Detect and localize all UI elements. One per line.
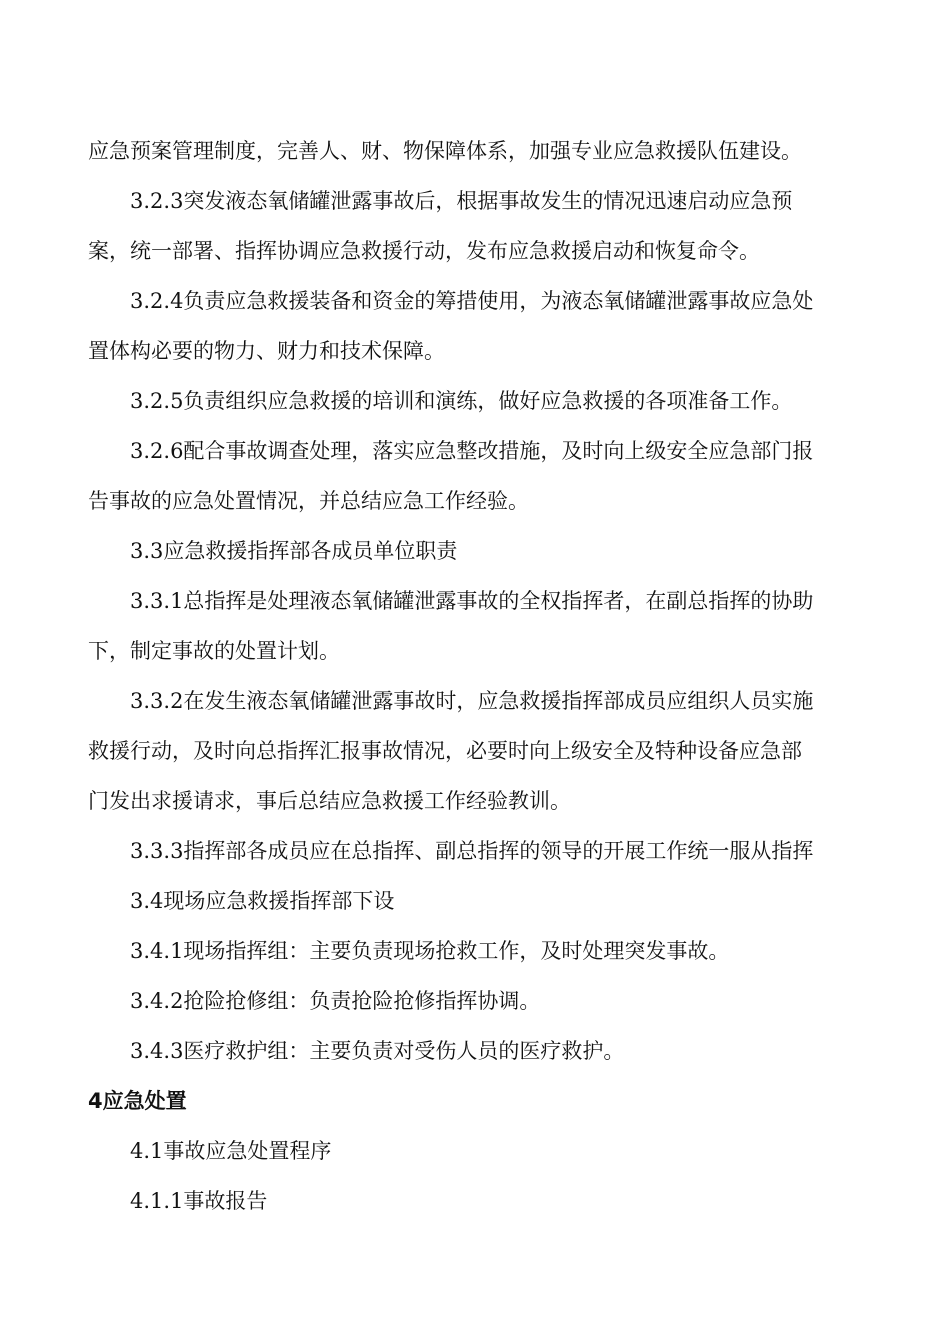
paragraph-line: 3.3.1总指挥是处理液态氧储罐泄露事故的全权指挥者，在副总指挥的协助 — [130, 589, 814, 613]
paragraph-line: 3.4.2抢险抢修组：负责抢险抢修指挥协调。 — [130, 989, 541, 1013]
paragraph-line: 3.3.3指挥部各成员应在总指挥、副总指挥的领导的开展工作统一服从指挥 — [130, 839, 814, 863]
paragraph-line: 应急预案管理制度，完善人、财、物保障体系，加强专业应急救援队伍建设。 — [88, 139, 802, 163]
section-heading-3-4: 3.4现场应急救援指挥部下设 — [130, 889, 395, 913]
paragraph-line: 3.2.6配合事故调查处理，落实应急整改措施，及时向上级安全应急部门报 — [130, 439, 814, 463]
section-heading-4-1: 4.1事故应急处置程序 — [130, 1139, 332, 1163]
paragraph-line: 3.4.3医疗救护组：主要负责对受伤人员的医疗救护。 — [130, 1039, 625, 1063]
paragraph-line: 3.4.1现场指挥组：主要负责现场抢救工作，及时处理突发事故。 — [130, 939, 730, 963]
paragraph-line: 救援行动，及时向总指挥汇报事故情况，必要时向上级安全及特种设备应急部 — [88, 739, 802, 763]
paragraph-line: 下，制定事故的处置计划。 — [88, 639, 340, 663]
paragraph-line: 3.3.2在发生液态氧储罐泄露事故时，应急救援指挥部成员应组织人员实施 — [130, 689, 814, 713]
paragraph-line: 案，统一部署、指挥协调应急救援行动，发布应急救援启动和恢复命令。 — [88, 239, 760, 263]
paragraph-line: 3.2.3突发液态氧储罐泄露事故后，根据事故发生的情况迅速启动应急预 — [130, 189, 793, 213]
paragraph-line: 告事故的应急处置情况，并总结应急工作经验。 — [88, 489, 529, 513]
section-heading-4: 4应急处置 — [88, 1089, 187, 1113]
paragraph-line: 3.2.5负责组织应急救援的培训和演练，做好应急救援的各项准备工作。 — [130, 389, 793, 413]
paragraph-line: 门发出求援请求，事后总结应急救援工作经验教训。 — [88, 789, 571, 813]
section-heading-3-3: 3.3应急救援指挥部各成员单位职责 — [130, 539, 458, 563]
paragraph-line: 3.2.4负责应急救援装备和资金的筹措使用，为液态氧储罐泄露事故应急处 — [130, 289, 814, 313]
section-heading-4-1-1: 4.1.1事故报告 — [130, 1189, 268, 1213]
paragraph-line: 置体构必要的物力、财力和技术保障。 — [88, 339, 445, 363]
